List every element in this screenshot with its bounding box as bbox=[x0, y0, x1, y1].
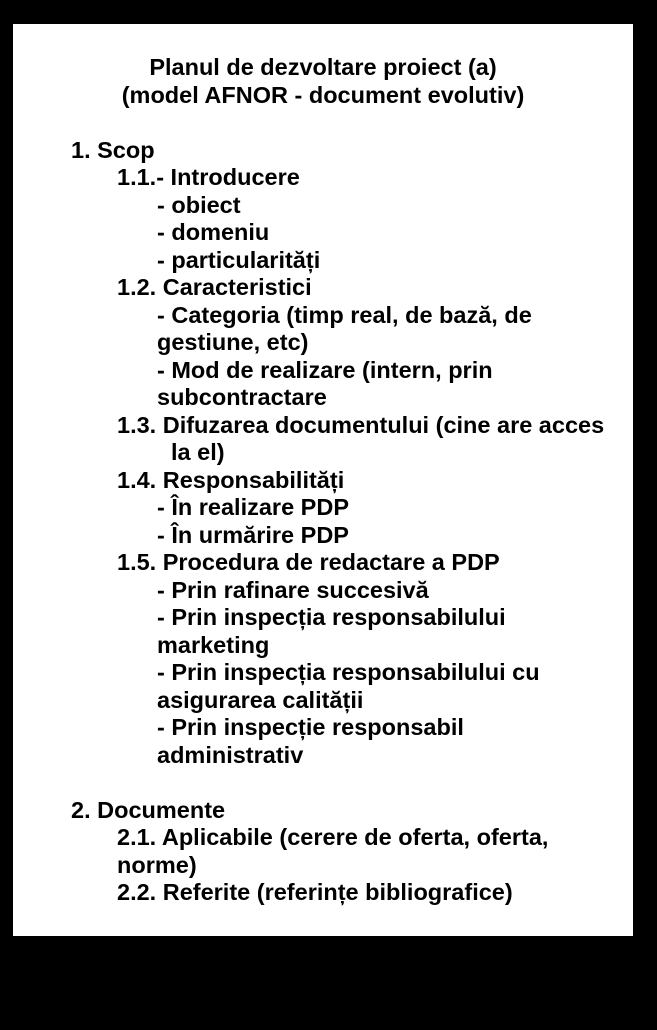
outline-line: 1.1.- Introducere bbox=[117, 164, 300, 190]
outline-line: - În urmărire PDP bbox=[157, 521, 349, 548]
outline-line: 1.5. Procedura de redactare a PDP bbox=[117, 549, 500, 575]
outline-line: gestiune, etc) bbox=[157, 329, 309, 355]
outline-line: 2. Documente bbox=[71, 796, 226, 823]
outline-line: la el) bbox=[171, 439, 225, 465]
outline-line: - domeniu bbox=[157, 219, 270, 245]
document-title-line-2: (model AFNOR - document evolutiv) bbox=[121, 81, 525, 108]
outline-line: norme) bbox=[117, 851, 197, 878]
outline-line: - Categoria (timp real, de bază, de bbox=[157, 301, 532, 328]
outline-line: 1.3. Difuzarea documentului (cine are acces bbox=[117, 411, 605, 438]
outline-line: - Prin inspecția responsabilului bbox=[157, 604, 506, 630]
outline-line: - Prin rafinare succesivă bbox=[157, 576, 429, 603]
outline-line: - În realizare PDP bbox=[157, 494, 349, 520]
outline-line: 1. Scop bbox=[71, 136, 155, 163]
outline-line: - Prin inspecția responsabilului cu bbox=[157, 659, 540, 685]
outline-line: - obiect bbox=[157, 191, 241, 218]
outline-line: subcontractare bbox=[157, 384, 327, 410]
outline-line: marketing bbox=[157, 631, 270, 658]
outline-line: 2.2. Referite (referințe bibliografice) bbox=[117, 879, 513, 905]
blank-line bbox=[13, 109, 633, 137]
outline-line: 1.4. Responsabilități bbox=[117, 466, 345, 493]
document-title-line-1: Planul de dezvoltare proiect (a) bbox=[149, 54, 497, 80]
slide-text-box bbox=[13, 24, 633, 936]
blank-line bbox=[13, 769, 633, 797]
outline-line: - particularități bbox=[157, 246, 321, 273]
outline-line: 2.1. Aplicabile (cerere de oferta, oferta, bbox=[117, 824, 549, 850]
outline-line: 1.2. Caracteristici bbox=[117, 274, 312, 300]
outline-line: - Mod de realizare (intern, prin bbox=[157, 356, 493, 383]
outline-line: administrativ bbox=[157, 741, 304, 768]
outline-line: - Prin inspecție responsabil bbox=[157, 714, 464, 740]
outline-line: asigurarea calității bbox=[157, 686, 364, 713]
